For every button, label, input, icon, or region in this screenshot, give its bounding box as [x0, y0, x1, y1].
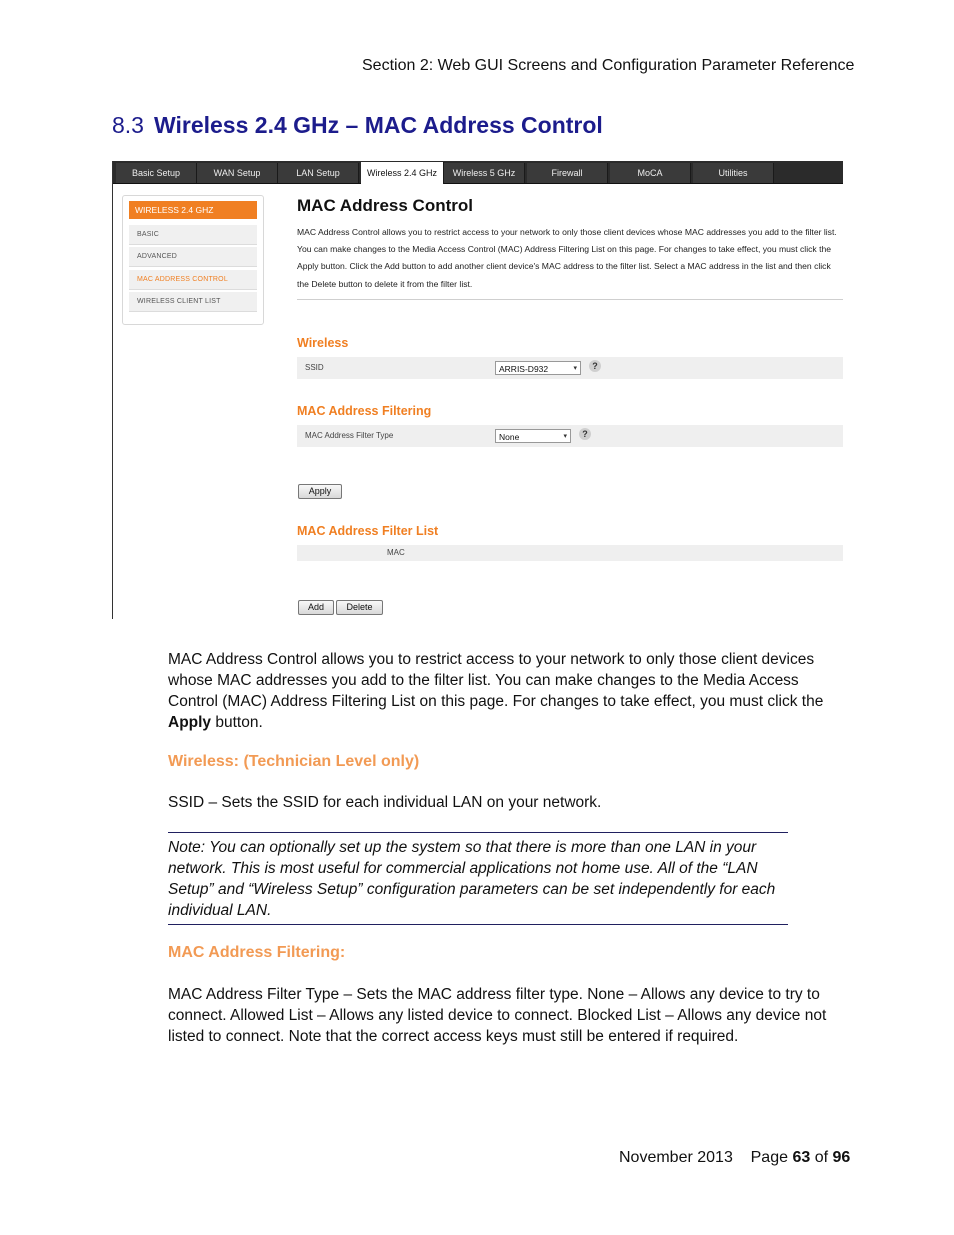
filtering-paragraph: MAC Address Filter Type – Sets the MAC address filter type. None – Allows any device to try to connect. Allowed List – Allows any listed device to connect. Blocked List – Allows any device not listed to connect. Note that the correct access keys must still be entered if required. — [168, 986, 827, 1045]
tab-firewall[interactable]: Firewall — [527, 163, 608, 183]
tab-lan-setup[interactable]: LAN Setup — [278, 163, 359, 183]
apply-button[interactable]: Apply — [298, 484, 342, 499]
page-footer — [619, 1149, 850, 1167]
help-icon[interactable]: ? — [589, 360, 601, 372]
filter-type-select[interactable] — [495, 429, 571, 443]
content-divider — [297, 299, 843, 300]
content-title: MAC Address Control — [297, 196, 473, 215]
filter-list-header-row — [297, 545, 843, 561]
add-button[interactable]: Add — [298, 600, 334, 615]
filter-list-heading: MAC Address Filter List — [297, 524, 439, 538]
footer-page-number: 63 — [792, 1149, 811, 1166]
footer-date: November 2013 — [619, 1149, 733, 1166]
intro-text: MAC Address Control allows you to restrict access to your network to only those client devices whose MAC addresses you add to the filter list. You can make changes to the Media Access Control (MAC) Address Filtering List on this page. For changes to take effect, you must click the — [168, 651, 824, 710]
side-nav-item-basic[interactable]: BASIC — [129, 225, 257, 245]
tab-wireless-5ghz[interactable]: Wireless 5 GHz — [444, 163, 525, 183]
intro-apply-bold: Apply — [168, 714, 212, 731]
section-title — [112, 112, 603, 139]
wireless-heading: Wireless — [297, 336, 349, 350]
gui-screenshot — [112, 161, 843, 619]
ssid-row — [297, 357, 843, 379]
footer-page-word: Page — [750, 1149, 788, 1166]
ssid-label: SSID — [305, 363, 324, 372]
footer-total-pages: 96 — [832, 1149, 851, 1166]
tab-bar — [113, 161, 843, 184]
running-header: Section 2: Web GUI Screens and Configuration Parameter Reference — [362, 57, 855, 74]
wireless-subheading: Wireless: (Technician Level only) — [168, 753, 420, 770]
tab-wan-setup[interactable]: WAN Setup — [197, 163, 278, 183]
side-nav-item-wireless-client-list[interactable]: WIRELESS CLIENT LIST — [129, 292, 257, 312]
note-box — [168, 832, 788, 925]
tab-utilities[interactable]: Utilities — [693, 163, 774, 183]
side-nav-heading: WIRELESS 2.4 GHZ — [129, 201, 257, 219]
mac-column-header: MAC — [387, 548, 405, 557]
intro-paragraph — [168, 649, 848, 733]
section-name: Wireless 2.4 GHz – MAC Address Control — [153, 112, 603, 138]
ssid-select[interactable] — [495, 361, 581, 375]
tab-wireless-24ghz[interactable]: Wireless 2.4 GHz — [361, 162, 444, 184]
ssid-paragraph: SSID – Sets the SSID for each individual LAN on your network. — [168, 794, 602, 811]
content-description: MAC Address Control allows you to restrict access to your network to only those client devices whose MAC addresses you add to the filter list. You can make changes to the Media Access Control (MAC) Address Filtering List on this page. For changes to take effect, you must click the Apply button. Click the Add button to add another client device's MAC address to the filter list. Select a MAC address in the list and then click the Delete button to delete it from the filter list. — [297, 227, 837, 289]
filter-type-select-value: None — [499, 432, 520, 442]
section-number: 8.3 — [112, 112, 144, 138]
intro-text-end: button. — [211, 714, 263, 731]
tab-basic-setup[interactable]: Basic Setup — [116, 163, 197, 183]
side-nav-item-mac-address-control[interactable]: MAC ADDRESS CONTROL — [129, 270, 257, 290]
note-text: Note: You can optionally set up the system so that there is more than one LAN in your network. This is most useful for commercial applications not home use. All of the “LAN Setup” and “Wireless Setup” configuration parameters can be set independently for each individual LAN. — [168, 839, 776, 919]
chevron-down-icon: ▾ — [563, 433, 567, 440]
help-icon[interactable]: ? — [579, 428, 591, 440]
ssid-select-value: ARRIS-D932 — [499, 364, 549, 374]
chevron-down-icon: ▾ — [573, 365, 577, 372]
filter-type-label: MAC Address Filter Type — [305, 431, 394, 440]
footer-of-word: of — [814, 1149, 829, 1166]
mac-filtering-heading: MAC Address Filtering — [297, 404, 432, 418]
mac-filtering-subheading: MAC Address Filtering: — [168, 944, 346, 961]
filter-type-row — [297, 425, 843, 447]
side-nav-item-advanced[interactable]: ADVANCED — [129, 247, 257, 267]
tab-moca[interactable]: MoCA — [610, 163, 691, 183]
delete-button[interactable]: Delete — [336, 600, 383, 615]
side-nav — [122, 195, 264, 325]
